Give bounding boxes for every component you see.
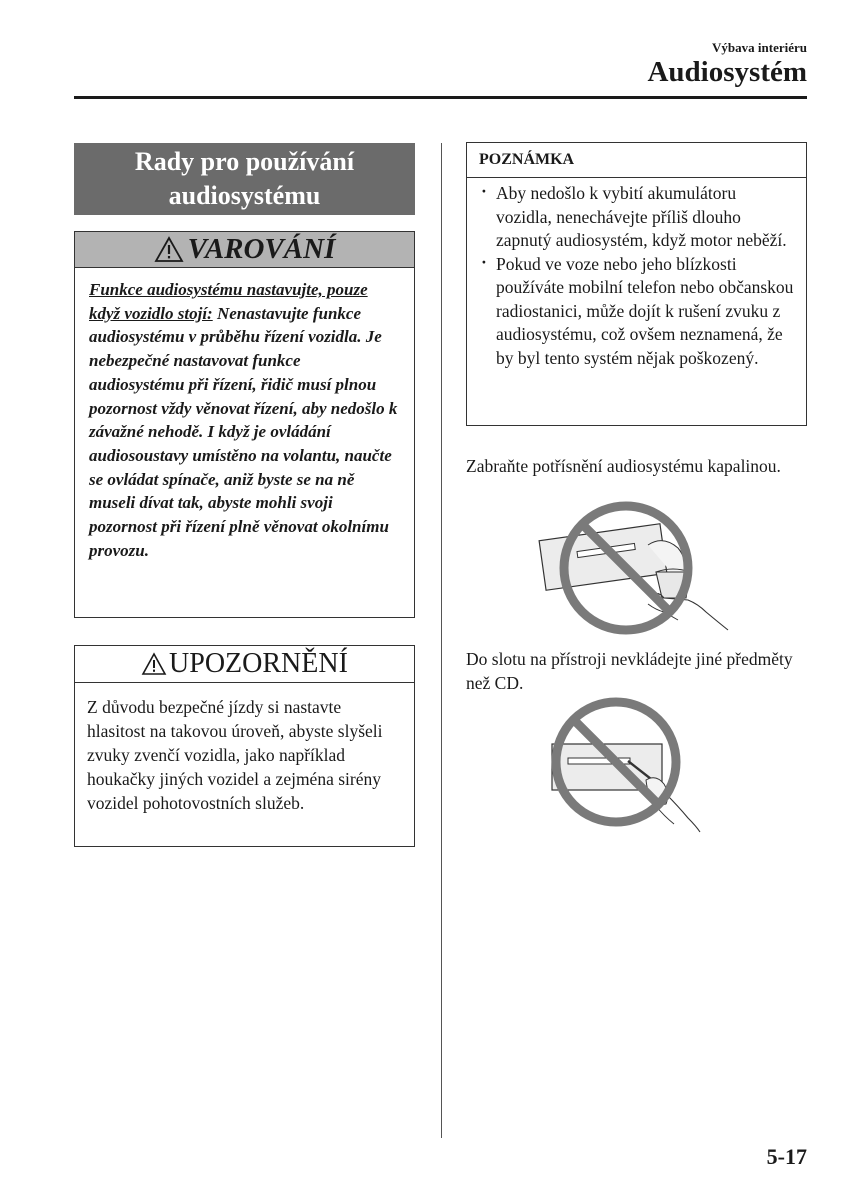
- warning-text: Nenastavujte funkce audiosystému v průběhu řízení vozidla. Je nebezpečné nastavovat funkce audiosystému při řízení, řidič musí plnou pozornost vždy věnovat řízení, aby nedošlo k závažné nehodě. I když je ovládání audiosoustavy umístěno na volantu, naučte se ovládat spínače, aniž byste se na ně museli dívat tak, abyste mohli svoji pozornost při řízení plně věnovat okolnímu provozu.: [89, 303, 398, 560]
- note-heading: POZNÁMKA: [467, 143, 806, 178]
- warning-triangle-icon: [141, 652, 167, 676]
- note-box: [466, 142, 807, 426]
- note-item: · Pokud ve voze nebo jeho blízkosti používáte mobilní telefon nebo občanskou radiostanici, může dojít k rušení zvuku z audiosystému, což ovšem neznamená, že by byl tento systém nějak poškozený.: [481, 253, 796, 371]
- caution-heading: UPOZORNĚNÍ: [169, 648, 348, 679]
- caution-box: [74, 645, 415, 847]
- note-list: [467, 178, 806, 370]
- warning-box: [74, 231, 415, 618]
- warning-heading: VAROVÁNÍ: [187, 233, 336, 265]
- warning-triangle-icon: [154, 236, 184, 263]
- warning-body: [75, 268, 414, 562]
- column-divider: [441, 143, 442, 1138]
- caution-body: Z důvodu bezpečné jízdy si nastavte hlasitost na takovou úroveň, abyste slyšeli zvuky zvenčí vozidla, jako například houkačky jiných vozidel a zejména sirény vozidel pohotovostních služeb.: [87, 697, 383, 813]
- caution-header: [75, 646, 414, 683]
- no-liquid-illustration: [538, 500, 738, 640]
- foreign-object-warning-text: Do slotu na přístroji nevkládejte jiné předměty než CD.: [466, 649, 793, 693]
- warning-header: [75, 232, 414, 268]
- section-title: Rady pro používání audiosystému: [74, 143, 415, 215]
- page-title: Audiosystém: [647, 56, 807, 88]
- page-number: 5-17: [766, 1144, 807, 1169]
- header-section: Výbava interiéru: [712, 40, 807, 55]
- header-rule: [74, 96, 807, 99]
- no-foreign-object-illustration: [548, 694, 708, 834]
- liquid-warning-text: Zabraňte potřísnění audiosystému kapalinou.: [466, 456, 781, 476]
- note-item: · Aby nedošlo k vybití akumulátoru vozidla, nenechávejte příliš dlouho zapnutý audiosystém, když motor neběží.: [481, 182, 796, 253]
- warning-underlined-text: Funkce audiosystému nastavujte, pouze když vozidlo stojí:: [89, 280, 368, 323]
